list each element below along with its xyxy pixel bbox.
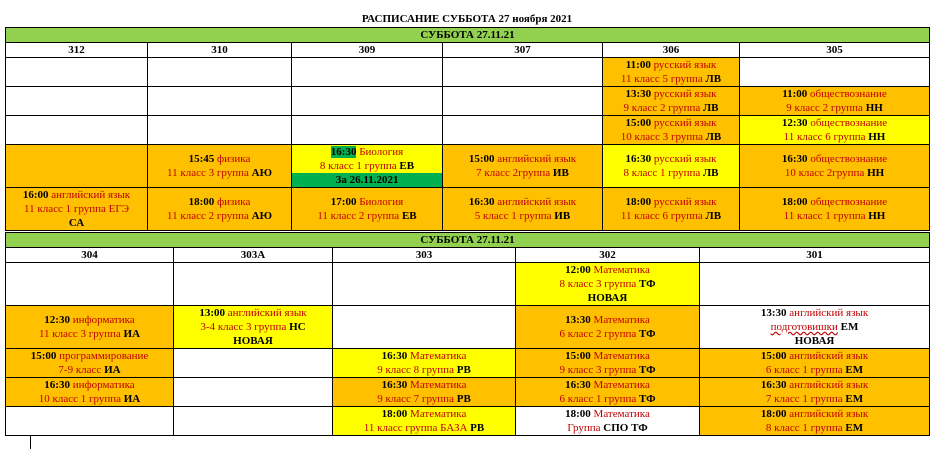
empty-cell xyxy=(333,263,516,306)
lesson-line-2 xyxy=(292,159,442,173)
lesson-group: 10 класс 2группа xyxy=(784,167,865,179)
lesson-cell xyxy=(700,306,930,349)
lesson-cell xyxy=(603,145,740,188)
text-cursor xyxy=(30,436,31,449)
lesson-line-1 xyxy=(443,195,602,209)
lesson-cell xyxy=(516,349,700,378)
lesson-teacher: ЕВ xyxy=(399,160,415,172)
lesson-line-2 xyxy=(740,166,929,180)
lesson-cell xyxy=(443,188,603,231)
lesson-teacher: НН xyxy=(868,210,886,222)
lesson-group: 11 класс группа БАЗА xyxy=(363,422,468,434)
lesson-line-2 xyxy=(333,363,515,377)
lesson-line-1 xyxy=(603,58,739,72)
lesson-line-1 xyxy=(740,195,929,209)
lesson-line-3: СА xyxy=(68,217,85,229)
lesson-subject: обществознание xyxy=(810,153,888,165)
lesson-cell xyxy=(6,306,174,349)
lesson-group: 8 класс 1 группа xyxy=(765,422,843,434)
lesson-line-1 xyxy=(6,188,147,202)
lesson-line-1 xyxy=(6,313,173,327)
schedule-row xyxy=(6,87,930,116)
lesson-subject: английский язык xyxy=(789,350,869,362)
lesson-teacher: ЛВ xyxy=(705,131,722,143)
lesson-group: 6 класс 1 группа xyxy=(765,364,843,376)
lesson-teacher: РВ xyxy=(470,422,485,434)
lesson-cell xyxy=(292,145,443,188)
lesson-subject: Математика xyxy=(593,264,650,276)
lesson-line-2 xyxy=(516,327,699,341)
lesson-line-1 xyxy=(603,195,739,209)
empty-cell xyxy=(6,407,174,436)
room-header: 306 xyxy=(603,43,740,58)
lesson-time: 18:00 xyxy=(565,408,591,420)
empty-cell xyxy=(6,145,148,188)
lesson-line-2 xyxy=(443,166,602,180)
lesson-line-2 xyxy=(740,209,929,223)
lesson-cell xyxy=(700,378,930,407)
lesson-group: 11 класс 3 группа xyxy=(167,167,249,179)
lesson-cell xyxy=(6,378,174,407)
lesson-line-1 xyxy=(148,195,291,209)
lesson-subject: русский язык xyxy=(653,196,717,208)
lesson-group: 6 класс 1 группа xyxy=(559,393,637,405)
lesson-group: 11 класс 5 группа xyxy=(620,73,703,85)
lesson-subject: Биология xyxy=(359,196,404,208)
lesson-group: 11 класс 2 группа xyxy=(317,210,400,222)
lesson-subject: английский язык xyxy=(497,196,577,208)
lesson-group: 6 класс 2 группа xyxy=(559,328,637,340)
lesson-subject: программирование xyxy=(59,350,149,362)
lesson-subject: английский язык xyxy=(227,307,307,319)
schedule-row xyxy=(6,349,930,378)
lesson-cell xyxy=(603,58,740,87)
lesson-cell xyxy=(740,188,930,231)
room-header: 305 xyxy=(740,43,930,58)
empty-cell xyxy=(174,263,333,306)
lesson-teacher: ЕМ xyxy=(845,422,864,434)
lesson-teacher: ЕМ xyxy=(845,393,864,405)
lesson-group: 9 класс 2 группа xyxy=(786,102,863,114)
lesson-line-2 xyxy=(6,392,173,406)
lesson-teacher: ЛВ xyxy=(705,73,722,85)
lesson-line-1 xyxy=(292,195,442,209)
lesson-subject: русский язык xyxy=(653,88,717,100)
empty-cell xyxy=(6,87,148,116)
lesson-line-1 xyxy=(148,152,291,166)
lesson-cell xyxy=(6,188,148,231)
lesson-cell xyxy=(516,263,700,306)
lesson-group: 10 класс 3 группа xyxy=(620,131,703,143)
lesson-line-2 xyxy=(443,209,602,223)
day-band: СУББОТА 27.11.21 xyxy=(6,233,930,248)
lesson-teacher: ИА xyxy=(123,328,141,340)
lesson-cell xyxy=(333,349,516,378)
empty-cell xyxy=(6,58,148,87)
lesson-time: 15:00 xyxy=(760,350,787,362)
lesson-time: 16:30 xyxy=(760,379,787,391)
lesson-line-1 xyxy=(292,145,442,159)
lesson-cell xyxy=(148,188,292,231)
lesson-line-1 xyxy=(333,407,515,421)
lesson-line-2 xyxy=(516,421,699,435)
lesson-teacher: НН xyxy=(865,102,883,114)
lesson-time: 16:30 xyxy=(625,153,652,165)
schedule-row xyxy=(6,116,930,145)
lesson-teacher: ТФ xyxy=(638,278,656,290)
lesson-teacher: ЛВ xyxy=(702,102,719,114)
lesson-time: 18:00 xyxy=(781,196,808,208)
empty-cell xyxy=(148,58,292,87)
schedule-row xyxy=(6,188,930,231)
lesson-line-2 xyxy=(148,209,291,223)
empty-cell xyxy=(174,378,333,407)
empty-cell xyxy=(292,87,443,116)
lesson-time: 16:30 xyxy=(781,153,808,165)
lesson-line-2 xyxy=(603,101,739,115)
room-header: 303 xyxy=(333,248,516,263)
lesson-subject: Математика xyxy=(593,350,650,362)
schedule-row xyxy=(6,407,930,436)
lesson-line-1 xyxy=(700,306,929,320)
lesson-line-1 xyxy=(700,349,929,363)
room-header: 312 xyxy=(6,43,148,58)
lesson-time: 12:30 xyxy=(44,314,70,326)
room-header: 302 xyxy=(516,248,700,263)
lesson-line-2 xyxy=(148,166,291,180)
lesson-line-2 xyxy=(603,130,739,144)
empty-cell xyxy=(443,87,603,116)
lesson-subject: английский язык xyxy=(51,189,131,201)
empty-cell xyxy=(148,87,292,116)
lesson-teacher: ТФ xyxy=(638,364,656,376)
schedule-row xyxy=(6,378,930,407)
lesson-group: 11 класс 3 группа xyxy=(38,328,121,340)
lesson-subject: обществознание xyxy=(810,117,888,129)
lesson-cell xyxy=(603,188,740,231)
lesson-line-1 xyxy=(740,152,929,166)
lesson-cell xyxy=(700,349,930,378)
lesson-time: 16:30 xyxy=(44,379,70,391)
lesson-group: 9 класс 8 группа xyxy=(377,364,454,376)
lesson-group: 3-4 класс 3 группа xyxy=(200,321,287,333)
lesson-group: 7 класс 1 группа xyxy=(765,393,843,405)
lesson-subject: физика xyxy=(217,196,251,208)
lesson-subject: английский язык xyxy=(497,153,577,165)
lesson-subject: Математика xyxy=(410,379,467,391)
lesson-group: 5 класс 1 группа xyxy=(474,210,552,222)
empty-cell xyxy=(174,407,333,436)
lesson-teacher: ЛВ xyxy=(705,210,722,222)
lesson-subject: физика xyxy=(217,153,251,165)
lesson-line-1 xyxy=(6,349,173,363)
empty-cell xyxy=(292,116,443,145)
lesson-line-1 xyxy=(174,306,332,320)
empty-cell xyxy=(174,349,333,378)
lesson-subject: обществознание xyxy=(810,196,888,208)
empty-cell xyxy=(6,116,148,145)
empty-cell xyxy=(6,263,174,306)
lesson-line-1 xyxy=(700,407,929,421)
lesson-teacher: РВ xyxy=(456,364,471,376)
lesson-line-1 xyxy=(603,116,739,130)
lesson-cell xyxy=(740,87,930,116)
lesson-time: 18:00 xyxy=(381,408,408,420)
lesson-group: 11 класс 2 группа xyxy=(167,210,249,222)
lesson-teacher: ИВ xyxy=(552,167,569,179)
lesson-time: 17:00 xyxy=(330,196,357,208)
document-title: РАСПИСАНИЕ СУББОТА 27 ноября 2021 xyxy=(361,13,573,25)
empty-cell xyxy=(292,58,443,87)
lesson-subject: Математика xyxy=(410,408,467,420)
lesson-line-2 xyxy=(292,209,442,223)
lesson-time: 18:00 xyxy=(188,196,215,208)
lesson-teacher: ИА xyxy=(104,364,121,376)
room-header: 304 xyxy=(6,248,174,263)
lesson-teacher: ТФ xyxy=(631,422,648,434)
lesson-line-2 xyxy=(6,327,173,341)
lesson-line-1 xyxy=(516,407,699,421)
lesson-line-2 xyxy=(516,392,699,406)
lesson-subject: русский язык xyxy=(653,117,717,129)
lesson-time: 18:00 xyxy=(760,408,787,420)
lesson-line-2 xyxy=(740,101,929,115)
lesson-time: 16:00 xyxy=(22,189,49,201)
lesson-subject: информатика xyxy=(72,314,135,326)
lesson-teacher: ТФ xyxy=(638,393,656,405)
lesson-cell xyxy=(333,407,516,436)
schedule-table-top xyxy=(5,27,930,231)
lesson-line-2 xyxy=(700,320,929,334)
schedule-table-bottom xyxy=(5,232,930,436)
empty-cell xyxy=(700,263,930,306)
lesson-time: 15:00 xyxy=(625,117,652,129)
lesson-time: 13:00 xyxy=(199,307,226,319)
lesson-cell xyxy=(516,306,700,349)
lesson-time: 16:30 xyxy=(381,350,408,362)
lesson-line-1 xyxy=(516,313,699,327)
lesson-time: 12:00 xyxy=(565,264,591,276)
lesson-line-2 xyxy=(700,392,929,406)
lesson-subject: русский язык xyxy=(653,153,717,165)
lesson-time: 16:30 xyxy=(381,379,408,391)
lesson-teacher: ТФ xyxy=(638,328,656,340)
lesson-time: 16:30 xyxy=(330,146,357,158)
lesson-group: Группа xyxy=(567,422,601,434)
lesson-line-3: НОВАЯ xyxy=(794,335,835,347)
lesson-group: 7-9 класс xyxy=(58,364,102,376)
lesson-subject: Математика xyxy=(593,379,650,391)
lesson-line-1 xyxy=(516,349,699,363)
lesson-group: 9 класс 3 группа xyxy=(559,364,637,376)
lesson-subject: английский язык xyxy=(789,379,869,391)
lesson-line-1 xyxy=(443,152,602,166)
schedule-row xyxy=(6,263,930,306)
lesson-line-1 xyxy=(516,263,699,277)
lesson-time: 11:00 xyxy=(625,59,651,71)
lesson-cell xyxy=(292,188,443,231)
room-header: 303А xyxy=(174,248,333,263)
lesson-line-2 xyxy=(603,209,739,223)
empty-cell xyxy=(333,306,516,349)
lesson-line-2 xyxy=(333,421,515,435)
lesson-cell xyxy=(740,145,930,188)
lesson-teacher: ЕМ xyxy=(840,321,859,333)
lesson-group: 8 класс 1 группа xyxy=(623,167,701,179)
lesson-time: 15:45 xyxy=(188,153,215,165)
lesson-teacher: АЮ xyxy=(251,210,272,222)
lesson-line-1 xyxy=(6,378,173,392)
lesson-line-1 xyxy=(333,349,515,363)
lesson-group: подготовишки xyxy=(770,321,838,333)
lesson-group-extra: СПО xyxy=(603,422,629,434)
lesson-line-2 xyxy=(6,202,147,216)
lesson-line-1 xyxy=(700,378,929,392)
lesson-group: 8 класс 3 группа xyxy=(559,278,637,290)
lesson-line-2 xyxy=(174,320,332,334)
lesson-cell xyxy=(516,378,700,407)
lesson-time: 15:00 xyxy=(468,153,495,165)
lesson-group: 9 класс 2 группа xyxy=(623,102,701,114)
lesson-subject: русский язык xyxy=(653,59,717,71)
lesson-cell xyxy=(333,378,516,407)
lesson-line-2 xyxy=(603,166,739,180)
lesson-subject: Математика xyxy=(593,408,650,420)
lesson-subject: Биология xyxy=(359,146,404,158)
lesson-subject: Математика xyxy=(593,314,650,326)
schedule-row xyxy=(6,306,930,349)
lesson-line-1 xyxy=(740,87,929,101)
lesson-group: 8 класс 1 группа xyxy=(319,160,397,172)
lesson-time: 18:00 xyxy=(625,196,652,208)
lesson-note: За 26.11.2021 xyxy=(292,173,442,187)
lesson-time: 13:30 xyxy=(625,88,652,100)
lesson-subject: английский язык xyxy=(789,408,869,420)
lesson-group: 11 класс 1 группа xyxy=(783,210,866,222)
lesson-cell xyxy=(700,407,930,436)
lesson-teacher: АЮ xyxy=(251,167,272,179)
lesson-cell xyxy=(174,306,333,349)
lesson-subject: обществознание xyxy=(810,88,887,100)
lesson-time: 16:30 xyxy=(468,196,495,208)
lesson-group: 9 класс 7 группа xyxy=(377,393,454,405)
lesson-line-2 xyxy=(516,277,699,291)
empty-cell xyxy=(443,58,603,87)
lesson-cell xyxy=(516,407,700,436)
lesson-group: 11 класс 1 группа ЕГЭ xyxy=(24,203,129,215)
lesson-cell xyxy=(603,116,740,145)
lesson-line-2 xyxy=(333,392,515,406)
schedule-row xyxy=(6,145,930,188)
day-band: СУББОТА 27.11.21 xyxy=(6,28,930,43)
lesson-line-2 xyxy=(740,130,929,144)
room-header: 301 xyxy=(700,248,930,263)
lesson-group: 7 класс 2группа xyxy=(476,167,551,179)
lesson-teacher: ЕМ xyxy=(845,364,864,376)
lesson-cell xyxy=(443,145,603,188)
lesson-line-1 xyxy=(603,87,739,101)
lesson-line-2 xyxy=(700,363,929,377)
schedule-row xyxy=(6,58,930,87)
lesson-cell xyxy=(603,87,740,116)
lesson-group: 10 класс 1 группа xyxy=(38,393,121,405)
lesson-line-1 xyxy=(603,152,739,166)
lesson-line-2 xyxy=(516,363,699,377)
lesson-line-1 xyxy=(740,116,929,130)
lesson-teacher: ЕВ xyxy=(401,210,417,222)
room-header: 310 xyxy=(148,43,292,58)
lesson-teacher: ЛВ xyxy=(702,167,719,179)
lesson-cell xyxy=(6,349,174,378)
lesson-line-2 xyxy=(6,363,173,377)
lesson-time: 13:30 xyxy=(565,314,591,326)
lesson-line-3: НОВАЯ xyxy=(587,292,628,304)
lesson-line-2 xyxy=(603,72,739,86)
room-header: 309 xyxy=(292,43,443,58)
lesson-time: 12:30 xyxy=(781,117,808,129)
lesson-teacher: РВ xyxy=(456,393,471,405)
empty-cell xyxy=(148,116,292,145)
lesson-time: 15:00 xyxy=(30,350,57,362)
lesson-group: 11 класс 6 группа xyxy=(783,131,866,143)
lesson-cell xyxy=(148,145,292,188)
lesson-teacher: НН xyxy=(868,131,886,143)
room-header: 307 xyxy=(443,43,603,58)
lesson-subject: английский язык xyxy=(789,307,869,319)
lesson-line-2 xyxy=(700,421,929,435)
lesson-teacher: НС xyxy=(289,321,306,333)
lesson-time: 16:30 xyxy=(565,379,591,391)
lesson-subject: Математика xyxy=(410,350,467,362)
lesson-time: 11:00 xyxy=(782,88,808,100)
empty-cell xyxy=(443,116,603,145)
lesson-teacher: ИВ xyxy=(554,210,571,222)
lesson-line-3: НОВАЯ xyxy=(233,335,273,347)
empty-cell xyxy=(740,58,930,87)
lesson-group: 11 класс 6 группа xyxy=(620,210,703,222)
lesson-subject: информатика xyxy=(72,379,135,391)
lesson-line-1 xyxy=(333,378,515,392)
lesson-teacher: НН xyxy=(867,167,885,179)
lesson-cell xyxy=(740,116,930,145)
lesson-line-1 xyxy=(516,378,699,392)
lesson-time: 15:00 xyxy=(565,350,591,362)
lesson-time: 13:30 xyxy=(760,307,787,319)
lesson-teacher: ИА xyxy=(123,393,141,405)
